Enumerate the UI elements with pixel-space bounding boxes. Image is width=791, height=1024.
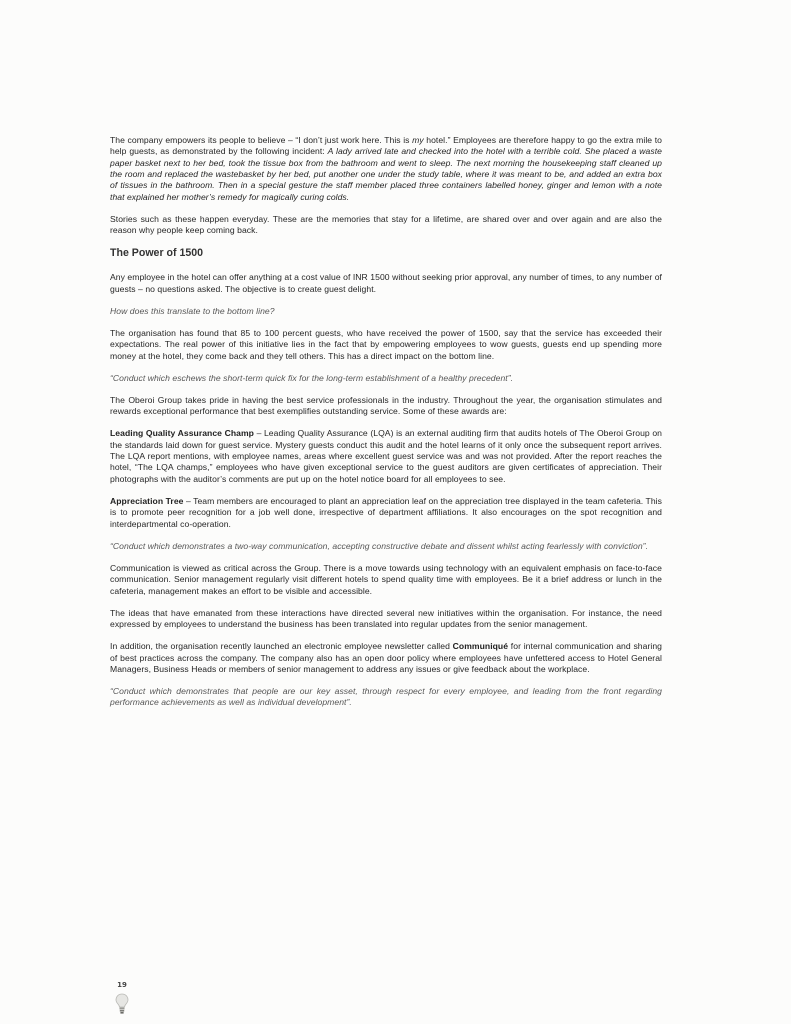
- page-number: 19: [117, 981, 127, 989]
- p1-text-a: The company empowers its people to believe – “I don’t just work here. This is: [110, 135, 413, 145]
- lightbulb-icon: [115, 993, 129, 1015]
- p1-text-b: hotel.” Employees are therefore happy to go the extra mile to help guests, as demonstrated by the following incident:: [110, 135, 662, 157]
- newsletter-text-a: In addition, the organisation recently launched an electronic employee newsletter called: [110, 641, 453, 652]
- newsletter-text-b: for internal communication and sharing of best practices across the company. The company also has an open door policy where employees have unfettered access to Hotel General Managers, Business Heads or members of senior management to address any issues or give feedback about the workplace.: [110, 641, 662, 674]
- paragraph-ideas: The ideas that have emanated from these interactions have directed several new initiatives within the organisation. For instance, the need expressed by employees to understand the business has been translated into regular updates from the senior management.: [110, 607, 662, 630]
- paragraph-newsletter: [110, 641, 662, 675]
- document-body: [110, 135, 662, 720]
- paragraph-power-1500: Any employee in the hotel can offer anything at a cost value of INR 1500 without seeking prior approval, any number of times, to any number of guests – no questions asked. The objective is to create guest delight.: [110, 272, 662, 294]
- lqa-text: – Leading Quality Assurance (LQA) is an external auditing firm that audits hotels of The Oberoi Group on the standards laid down for guest service. Mystery guests conduct this audit and the hotel learns of it only once the subsequent report arrives. The LQA report mentions, with employee names, areas where excellent guest service was and was not provided. After the report reaches the hotel, “The LQA champs,” employees who have given exceptional service to the guest auditors are given certificates of appreciation. Their photographs with the auditor’s comments are put up on the hotel notice board for all employees to see.: [110, 428, 662, 484]
- quote-conduct-3: “Conduct which demonstrates that people are our key asset, through respect for every employee, and leading from the front regarding performance achievements as well as individual development”.: [110, 686, 662, 708]
- paragraph-appreciation-tree: [110, 496, 662, 530]
- page-footer: [111, 981, 133, 1017]
- paragraph-question: How does this translate to the bottom line?: [110, 305, 275, 316]
- communique-label: Communiqué: [452, 641, 509, 652]
- paragraph-stories: Stories such as these happen everyday. These are the memories that stay for a lifetime, are shared over and over again and are also the reason why people keep coming back.: [110, 213, 662, 236]
- paragraph-awards: The Oberoi Group takes pride in having the best service professionals in the industry. Throughout the year, the organisation stimulates and rewards exceptional performance that best exemplifies outstanding service. Some of these awards are:: [110, 394, 662, 417]
- p1-story: A lady arrived late and checked into the hotel with a terrible cold. She placed a waste paper basket next to her bed, took the tissue box from the bathroom and went to sleep. The next morning the housekeeping staff cleaned up the room and replaced the wastebasket by her bed, put another one under the study table, where it was meant to be, and added an extra box of tissues in the bathroom. Then in a special gesture the staff member placed three containers labelled honey, ginger and lemon with a note that explained her mother’s remedy for magically curing colds.: [110, 146, 663, 202]
- appreciation-tree-text: – Team members are encouraged to plant an appreciation leaf on the appreciation tree displayed in the team cafeteria. This is to promote peer recognition for a job well done, irrespective of department affiliations. It also encourages on the spot recognition and interdepartmental co-operation.: [110, 495, 662, 529]
- section-heading: The Power of 1500: [110, 247, 204, 260]
- paragraph-communication: Communication is viewed as critical across the Group. There is a move towards using technology with an equivalent emphasis on face-to-face communication. Senior management regularly visit different hotels to spend quality time with employees. Be it a brief address or lunch in the cafeteria, management makes an effort to be visible and accessible.: [110, 562, 662, 596]
- quote-conduct-1: “Conduct which eschews the short-term quick fix for the long-term establishment of a healthy precedent”.: [110, 372, 514, 383]
- appreciation-tree-label: Appreciation Tree: [110, 495, 184, 506]
- paragraph-empowerment: [110, 135, 662, 203]
- p1-emphasis: my: [412, 135, 424, 145]
- paragraph-bottom-line: The organisation has found that 85 to 100 percent guests, who have received the power of 1500, say that the service has exceeded their expectations. The real power of this initiative lies in the fact that by empowering employees to wow guests, guests end up spending more money at the hotel, they come back and they tell others. This has a direct impact on the bottom line.: [110, 327, 662, 361]
- paragraph-lqa-champ: [110, 428, 662, 485]
- lqa-label: Leading Quality Assurance Champ: [110, 428, 254, 439]
- quote-conduct-2: “Conduct which demonstrates a two-way communication, accepting constructive debate and dissent whilst acting fearlessly with conviction”.: [110, 540, 649, 551]
